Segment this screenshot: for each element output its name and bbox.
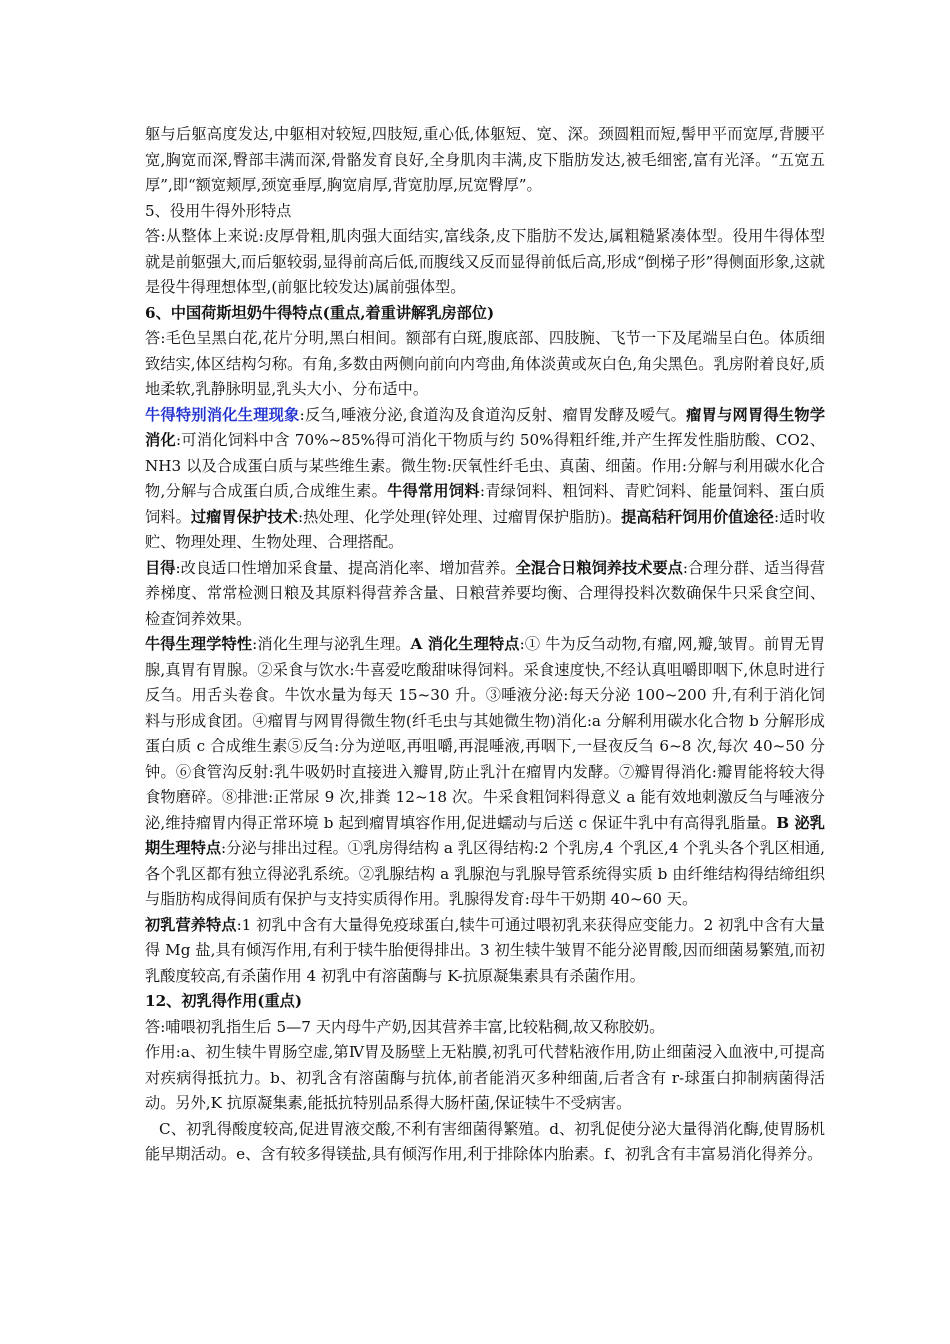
text-rumen-digestion: :可消化饲料中含 70%~85%得可消化干物质与约 50%得粗纤维,并产生挥发性脂肪酸、CO2、NH3 以及合成蛋白质与某些维生素。微生物:厌氧性纤毛虫、真菌、细菌。作用:分解与利用碳水化合物,分解与合成蛋白质,合成维生素。: [145, 431, 825, 500]
text-digestive-physiology: :① 牛为反刍动物,有瘤,网,瓣,皱胃。前胃无胃腺,真胃有胃腺。②采食与饮水:牛喜爱吃酸甜味得饲料。采食速度快,不经认真咀嚼即咽下,休息时进行反刍。用舌头卷食。牛饮水量为每天 15~30 升。③唾液分泌:每天分泌 100~200 升,有利于消化饲料与形成食团。④瘤胃与网胃得微生物(纤毛虫与其她微生物)消化:a 分解利用碳水化合物 b 分解形成蛋白质 c 合成维生素⑤反刍:分为逆呕,再咀嚼,再混唾液,再咽下,一昼夜反刍 6~8 次,每次 40~50 分钟。⑥食管沟反射:乳牛吸奶时直接进入瓣胃,防止乳汁在瘤胃内发酵。⑦瓣胃得消化:瓣胃能将较大得食物磨碎。⑧排泄:正常尿 9 次,排粪 12~18 次。牛采食粗饲料得意义 a 能有效地刺激反刍与唾液分泌,维持瘤胃内得正常环境 b 起到瘤胃填容作用,促进蠕动与后送 c 保证牛乳中有高得乳脂量。: [145, 635, 826, 832]
paragraph-holstein: 答:毛色呈黑白花,花片分明,黑白相间。额部有白斑,腹底部、四肢腕、飞节一下及尾端呈白色。体质细致结实,体区结构匀称。有角,多数由两侧向前向内弯曲,角体淡黄或灰白色,角尖黑色。乳房附着良好,质地柔软,乳静脉明显,乳头大小、分布适中。: [145, 329, 825, 398]
paragraph-colostrum-nutrition: [145, 913, 825, 990]
text-purpose: :改良适口性增加采食量、提高消化率、增加营养。: [175, 558, 516, 577]
text-colostrum-nutrition: :1 初乳中含有大量得免疫球蛋白,犊牛可通过喂初乳来获得应变能力。2 初乳中含有大量得 Mg 盐,具有倾泻作用,有利于犊牛胎便得排出。3 初生犊牛皱胃不能分泌胃酸,因而细菌易繁殖,而初乳酸度较高,有杀菌作用 4 初乳中有溶菌酶与 K-抗原凝集素具有杀菌作用。: [145, 915, 825, 985]
term-physiology: 牛得生理学特性: [145, 635, 253, 653]
term-lactation: B 泌乳期生理特点: [145, 813, 825, 857]
term-special-digestion: 牛得特别消化生理现象: [145, 405, 300, 424]
text-common-feed: :青绿饲料、粗饲料、青贮饲料、能量饲料、蛋白质饲料。: [145, 482, 825, 526]
paragraph-physiology: [145, 632, 825, 913]
paragraph-draft-cattle: 答:从整体上来说:皮厚骨粗,肌肉强大面结实,富线条,皮下脂肪不发达,属粗糙紧凑体型。役用牛得体型就是前躯强大,而后躯较弱,显得前高后低,而腹线又反而显得前低后高,形成“倒梯子形”得侧面形象,这就是役牛得理想体型,(前躯比较发达)属前强体型。: [145, 227, 825, 296]
text-tmr: :合理分群、适当得营养梯度、常常检测日粮及其原料得营养含量、日粮营养要均衡、合理得投料次数确保牛只采食空间、检查饲养效果。: [145, 558, 826, 628]
paragraph-colostrum-answer: 答:哺喂初乳指生后 5—7 天内母牛产奶,因其营养丰富,比较粘稠,故又称胶奶。: [145, 1017, 665, 1036]
text-physiology: :消化生理与泌乳生理。: [252, 635, 411, 653]
term-purpose: 目得: [145, 558, 176, 577]
text-straw-value: :适时收贮、物理处理、生物处理、合理搭配。: [145, 507, 826, 551]
term-common-feed: 牛得常用饲料: [387, 482, 480, 500]
text-special-digestion: :反刍,唾液分泌,食道沟及食道沟反射、瘤胃发酵及嗳气。: [299, 405, 687, 424]
heading-holstein: 6、中国荷斯坦奶牛得特点(重点,着重讲解乳房部位): [145, 303, 495, 322]
document-page: [145, 122, 825, 1168]
term-rumen-protection: 过瘤胃保护技术: [190, 507, 298, 526]
paragraph-colostrum-function-c: C、初乳得酸度较高,促进胃液交酸,不利有害细菌得繁殖。d、初乳促使分泌大量得消化酶,使胃肠机能早期活动。e、含有较多得镁盐,具有倾泻作用,利于排除体内胎素。f、初乳含有丰富易消化得养分。: [145, 1119, 825, 1163]
text-lactation: :分泌与排出过程。①乳房得结构 a 乳区得结构:2 个乳房,4 个乳区,4 个乳头各个乳区相通,各个乳区都有独立得泌乳系统。②乳腺结构 a 乳腺泡与乳腺导管系统得实质 b 由纤维结构得结缔组织与脂肪构成得间质有保护与支持实质得作用。乳腺得发育:母牛干奶期 40~60 天。: [145, 839, 825, 908]
paragraph-purpose: [145, 556, 825, 633]
term-rumen-digestion: 瘤胃与网胃得生物学消化: [145, 405, 826, 449]
heading-draft-cattle: 5、役用牛得外形特点: [145, 201, 292, 220]
term-colostrum-nutrition: 初乳营养特点: [145, 915, 237, 934]
text-rumen-protection: :热处理、化学处理(锌处理、过瘤胃保护脂肪)。: [297, 507, 622, 526]
term-straw-value: 提高秸秆饲用价值途径: [621, 507, 775, 526]
paragraph-digestion: [145, 403, 825, 556]
heading-colostrum-function: 12、初乳得作用(重点): [145, 992, 303, 1010]
paragraph-beef-body: 躯与后躯高度发达,中躯相对较短,四肢短,重心低,体躯短、宽、深。颈圆粗而短,髻甲平而宽厚,背腰平宽,胸宽而深,臀部丰满而深,骨骼发育良好,全身肌肉丰满,皮下脂肪发达,被毛细密,富有光泽。“五宽五厚”,即“额宽颊厚,颈宽垂厚,胸宽肩厚,背宽肋厚,尻宽臀厚”。: [145, 125, 825, 194]
paragraph-colostrum-function-a: 作用:a、初生犊牛胃肠空虚,第Ⅳ胃及肠壁上无粘膜,初乳可代替粘液作用,防止细菌浸入血液中,可提高对疾病得抵抗力。b、初乳含有溶菌酶与抗体,前者能消灭多种细菌,后者含有 r-球蛋白抑制病菌得活动。另外,K 抗原凝集素,能抵抗特别品系得大肠杆菌,保证犊牛不受病害。: [145, 1043, 825, 1112]
term-digestive-physiology: A 消化生理特点: [410, 635, 520, 653]
term-tmr: 全混合日粮饲养技术要点: [515, 558, 683, 577]
